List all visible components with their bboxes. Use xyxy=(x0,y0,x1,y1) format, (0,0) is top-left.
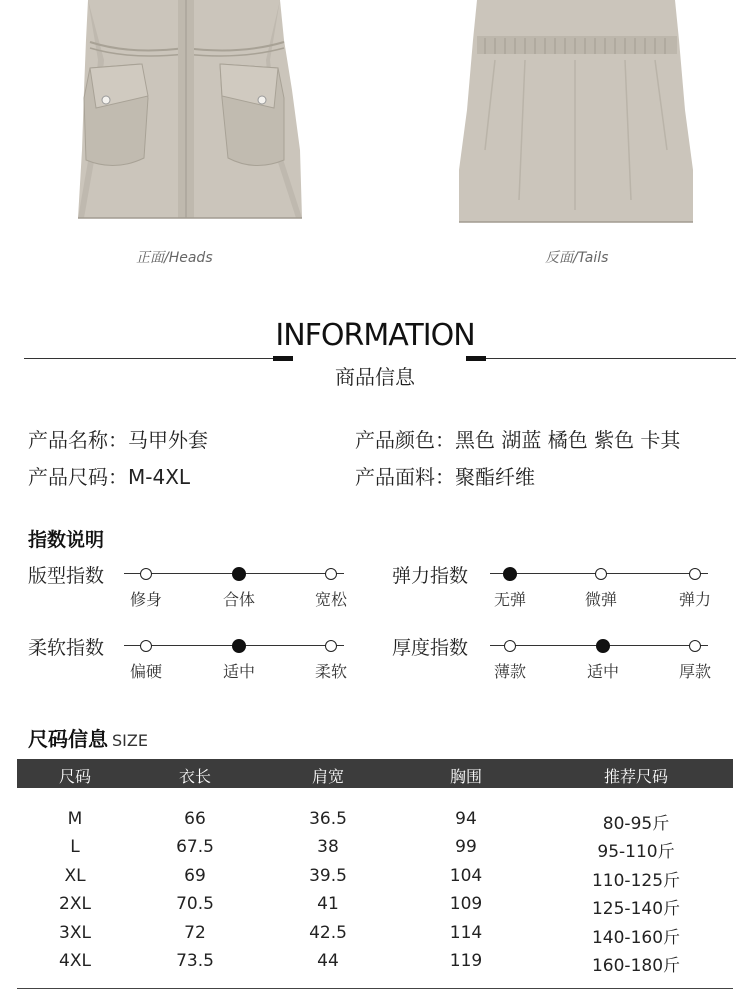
header-rule-right xyxy=(470,358,736,359)
table-header-cell: 尺码 xyxy=(58,767,92,786)
index-option-label: 宽松 xyxy=(314,590,348,609)
table-cell: 70.5 xyxy=(176,894,214,914)
table-cell: 41 xyxy=(317,894,339,914)
table-cell: 3XL xyxy=(59,923,91,943)
size-section-title xyxy=(28,723,148,752)
index-label: 版型指数 xyxy=(28,565,105,587)
table-cell: L xyxy=(70,837,80,857)
table-cell: 72 xyxy=(184,923,206,943)
table-cell: 114 xyxy=(449,923,483,943)
index-option-label: 合体 xyxy=(222,590,256,609)
section-subtitle: 商品信息 xyxy=(335,365,415,389)
header-rule-left xyxy=(24,358,279,359)
table-cell: 104 xyxy=(449,866,483,886)
index-dot-selected xyxy=(503,567,517,581)
index-option-label: 偏硬 xyxy=(129,662,163,681)
index-dot xyxy=(689,640,701,652)
index-option-label: 弹力 xyxy=(678,590,712,609)
index-dot xyxy=(140,568,152,580)
table-cell: XL xyxy=(64,866,86,886)
table-cell: 69 xyxy=(184,866,206,886)
table-cell: 95-110斤 xyxy=(597,842,675,862)
index-option-label: 柔软 xyxy=(314,662,348,681)
index-section-title: 指数说明 xyxy=(28,529,105,551)
table-cell: 4XL xyxy=(59,951,91,971)
index-option-label: 无弹 xyxy=(493,590,527,609)
index-dot xyxy=(595,568,607,580)
table-cell: 80-95斤 xyxy=(602,814,670,834)
index-dot xyxy=(140,640,152,652)
product-fabric: 产品面料：聚酯纤维 xyxy=(355,465,535,489)
index-option-label: 微弹 xyxy=(584,590,618,609)
garment-back-image xyxy=(455,0,700,235)
section-title: INFORMATION xyxy=(275,318,475,353)
index-dot xyxy=(689,568,701,580)
index-dot-selected xyxy=(232,567,246,581)
table-cell: 66 xyxy=(184,809,206,829)
table-header-cell: 胸围 xyxy=(449,767,483,786)
table-bottom-rule xyxy=(17,988,733,989)
table-cell: 44 xyxy=(317,951,339,971)
product-name: 产品名称：马甲外套 xyxy=(28,428,208,452)
table-cell: 39.5 xyxy=(309,866,347,886)
index-dot xyxy=(325,568,337,580)
table-cell: 109 xyxy=(449,894,483,914)
table-cell: M xyxy=(67,809,83,829)
table-cell: 36.5 xyxy=(309,809,347,829)
table-cell: 160-180斤 xyxy=(591,956,681,976)
index-option-label: 适中 xyxy=(586,662,620,681)
index-option-label: 薄款 xyxy=(493,662,527,681)
index-label: 弹力指数 xyxy=(392,565,469,587)
product-size-range: 产品尺码：M-4XL xyxy=(28,465,191,489)
index-option-label: 适中 xyxy=(222,662,256,681)
index-option-label: 厚款 xyxy=(678,662,712,681)
table-cell: 2XL xyxy=(59,894,91,914)
table-cell: 73.5 xyxy=(176,951,214,971)
garment-front-image xyxy=(70,0,310,235)
table-header-cell: 衣长 xyxy=(178,767,212,786)
product-colors: 产品颜色：黑色 湖蓝 橘色 紫色 卡其 xyxy=(355,428,681,452)
table-cell: 110-125斤 xyxy=(591,871,681,891)
index-label: 厚度指数 xyxy=(392,637,469,659)
index-dot-selected xyxy=(232,639,246,653)
table-header-cell: 肩宽 xyxy=(311,767,345,786)
table-cell: 99 xyxy=(455,837,477,857)
table-cell: 67.5 xyxy=(176,837,214,857)
index-dot-selected xyxy=(596,639,610,653)
table-cell: 125-140斤 xyxy=(591,899,681,919)
table-cell: 38 xyxy=(317,837,339,857)
table-cell: 119 xyxy=(449,951,483,971)
table-header-cell: 推荐尺码 xyxy=(603,767,669,786)
index-option-label: 修身 xyxy=(129,590,163,609)
index-dot xyxy=(504,640,516,652)
size-title-en: SIZE xyxy=(112,731,148,750)
table-cell: 42.5 xyxy=(309,923,347,943)
table-cell: 94 xyxy=(455,809,477,829)
size-table-header xyxy=(17,759,733,788)
table-cell: 140-160斤 xyxy=(591,928,681,948)
caption-back: 反面/Tails xyxy=(545,250,609,266)
size-title-zh: 尺码信息 xyxy=(28,727,108,751)
index-label: 柔软指数 xyxy=(28,637,105,659)
index-dot xyxy=(325,640,337,652)
caption-front: 正面/Heads xyxy=(136,250,213,266)
